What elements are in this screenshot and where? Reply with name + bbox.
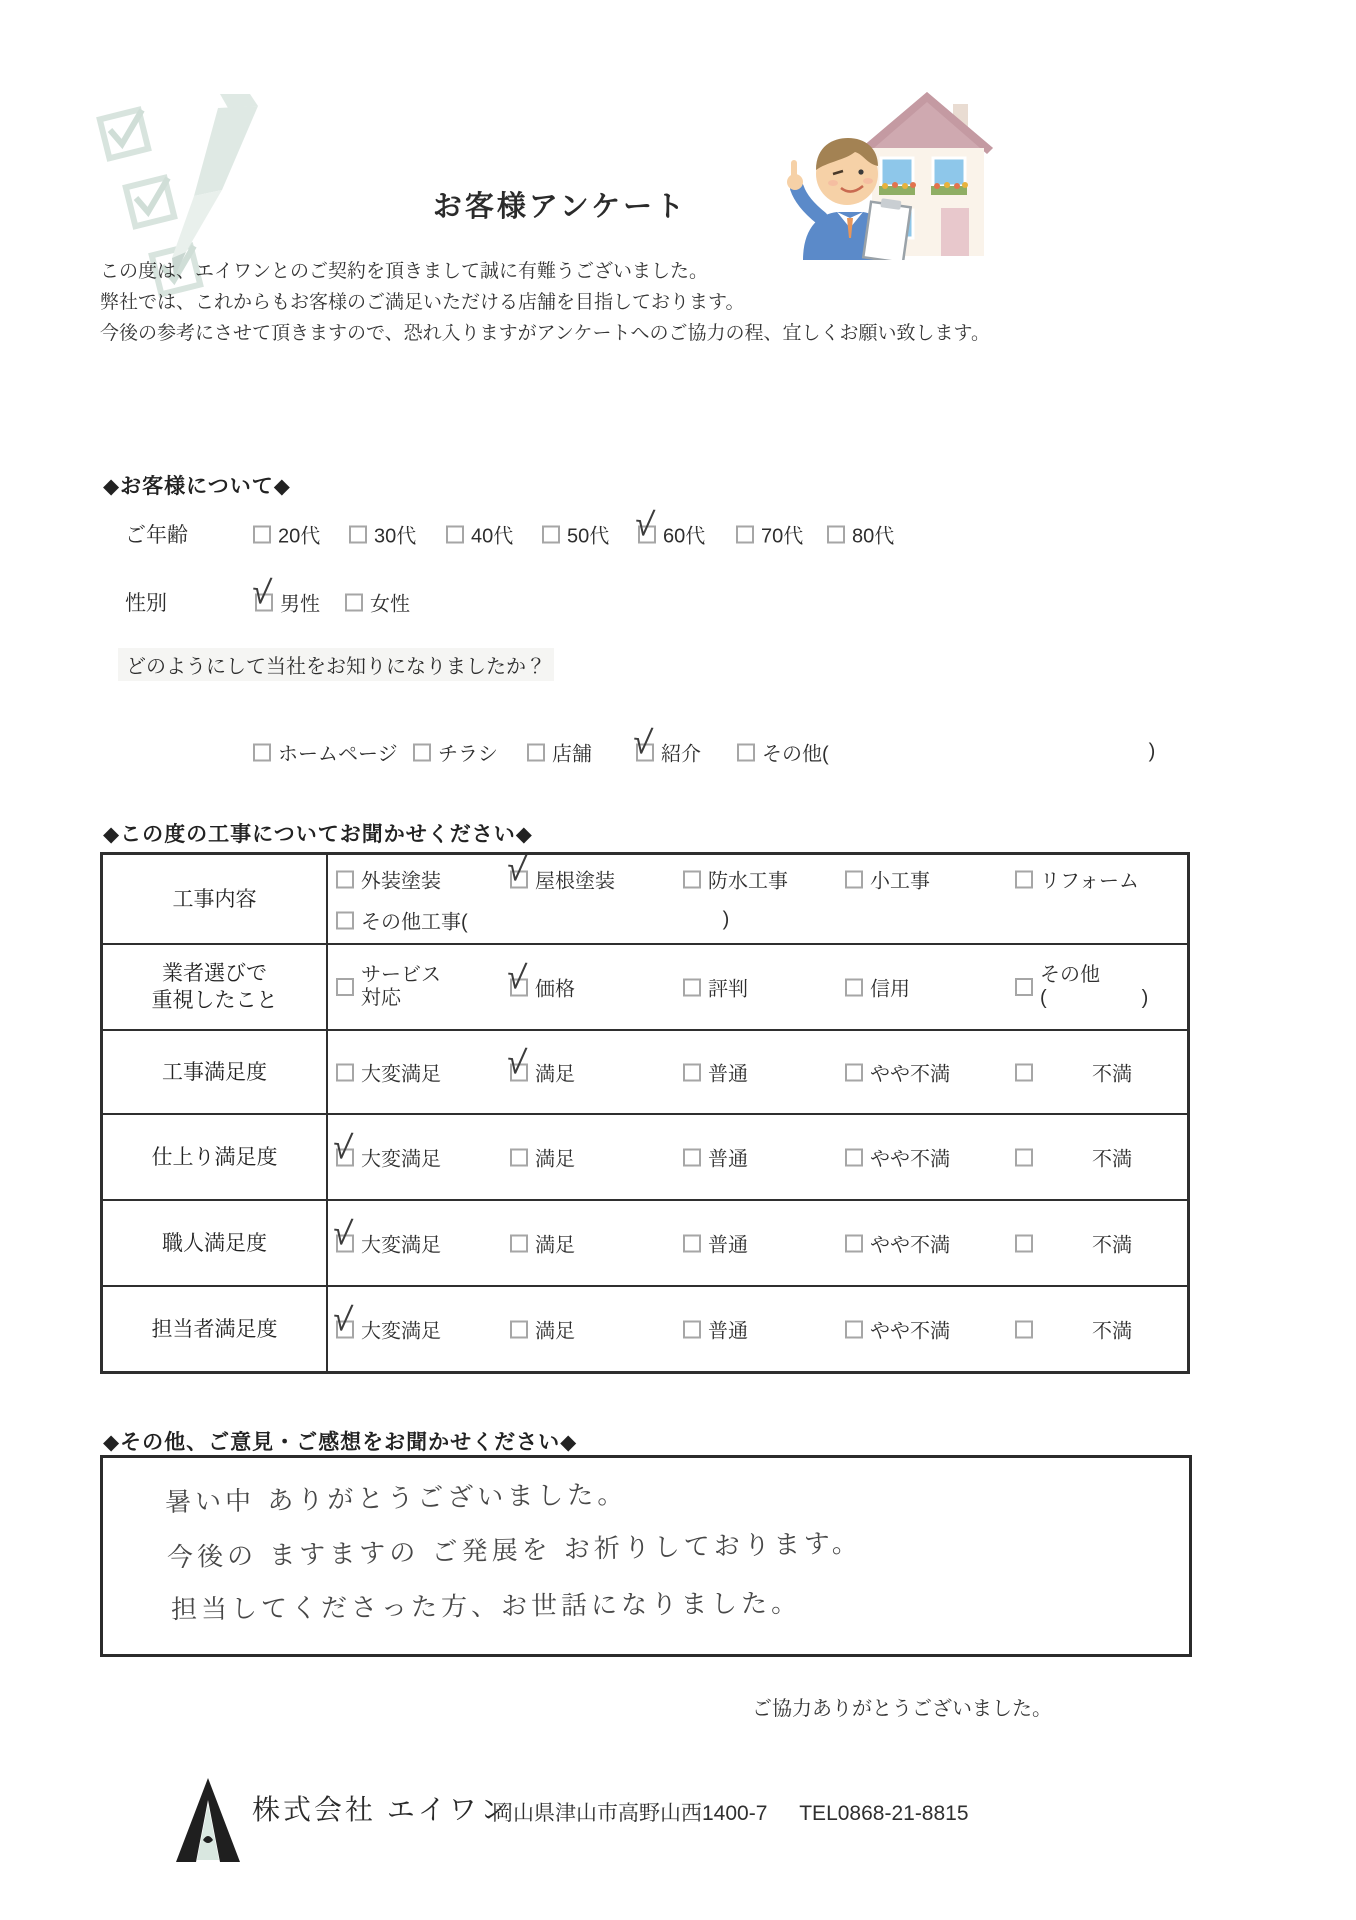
page-title: お客様アンケート xyxy=(432,191,688,223)
checkbox[interactable] xyxy=(683,870,701,888)
check-mark-icon: √ xyxy=(330,1299,354,1339)
checkbox[interactable] xyxy=(1015,1148,1033,1166)
checkbox[interactable] xyxy=(542,525,560,543)
checkbox[interactable] xyxy=(446,525,464,543)
option-label: やや不満 xyxy=(870,1148,950,1171)
source-option-referral[interactable] xyxy=(630,722,701,767)
satisfaction-option-normal[interactable] xyxy=(683,1315,748,1344)
satisfaction-option-satisfied[interactable] xyxy=(504,1042,575,1087)
option-label: サービス xyxy=(361,964,441,986)
option-label: 70代 xyxy=(761,525,804,548)
table-row-selection-reason xyxy=(103,943,1187,1029)
checkbox[interactable] xyxy=(683,1320,701,1338)
satisfaction-option-somewhat-dissatisfied[interactable] xyxy=(845,1229,950,1258)
checkbox[interactable] xyxy=(336,1063,354,1081)
checkbox[interactable] xyxy=(1015,978,1033,996)
table-row-label: 工事内容 xyxy=(103,855,328,943)
option-label: 60代 xyxy=(663,525,706,548)
source-option-store[interactable] xyxy=(527,738,592,767)
checkbox[interactable] xyxy=(336,870,354,888)
satisfaction-option-somewhat-dissatisfied[interactable] xyxy=(845,1058,950,1087)
option-label: 価格 xyxy=(535,978,575,1001)
option-label: その他( xyxy=(762,743,829,766)
option-label: 不満 xyxy=(1092,1234,1132,1257)
checkbox[interactable] xyxy=(1015,1063,1033,1081)
option-label: 対応 xyxy=(361,987,401,1009)
handwritten-comment-line: 担当してくださった方、お世話になりました。 xyxy=(170,1588,802,1626)
check-mark-icon: √ xyxy=(504,1042,528,1082)
checkbox[interactable] xyxy=(630,722,654,762)
checkbox[interactable] xyxy=(330,1127,354,1167)
table-row-label: 担当者満足度 xyxy=(103,1287,328,1371)
intro-text xyxy=(100,256,990,349)
table-row-work-type xyxy=(103,849,1187,943)
satisfaction-option-normal[interactable] xyxy=(683,1143,748,1172)
table-row-options xyxy=(328,945,1187,1029)
option-label: 40代 xyxy=(471,525,514,548)
checkbox[interactable] xyxy=(345,593,363,611)
option-label: 店舗 xyxy=(552,743,592,766)
check-mark-icon: √ xyxy=(504,957,528,997)
checkbox[interactable] xyxy=(504,1042,528,1082)
source-question: どのようにして当社をお知りになりましたか？ xyxy=(118,648,554,681)
option-label: ホームページ xyxy=(278,743,398,766)
option-label: 30代 xyxy=(374,525,417,548)
option-label: 満足 xyxy=(535,1234,575,1257)
table-row-options xyxy=(328,849,1187,943)
checkbox[interactable] xyxy=(1015,1234,1033,1252)
check-mark-icon: √ xyxy=(630,722,654,762)
section-heading-work: ◆この度の工事についてお聞かせください◆ xyxy=(103,823,533,846)
checkbox[interactable] xyxy=(249,572,273,612)
checkbox[interactable] xyxy=(510,1234,528,1252)
option-label: 信用 xyxy=(870,978,910,1001)
check-mark-icon: √ xyxy=(632,504,656,544)
option-label: チラシ xyxy=(438,743,498,766)
option-label: 男性 xyxy=(280,593,320,616)
table-row-label: 工事満足度 xyxy=(103,1031,328,1113)
option-label: 大変満足 xyxy=(361,1320,441,1343)
table-row-craftsman-satisfaction xyxy=(103,1199,1187,1285)
option-label: その他工事( xyxy=(361,911,468,934)
checkbox[interactable] xyxy=(330,1213,354,1253)
source-row xyxy=(100,722,1250,770)
thanks-text: ご協力ありがとうございました。 xyxy=(752,1698,1052,1720)
source-option-flyer[interactable] xyxy=(413,738,498,767)
option-label: 大変満足 xyxy=(361,1063,441,1086)
checkbox[interactable] xyxy=(845,978,863,996)
option-label: 満足 xyxy=(535,1063,575,1086)
option-label: やや不満 xyxy=(870,1234,950,1257)
fill-in-blank[interactable] xyxy=(1047,998,1142,999)
work-table xyxy=(100,849,1190,1374)
checkbox[interactable] xyxy=(845,1148,863,1166)
checkbox[interactable] xyxy=(845,1234,863,1252)
checkbox[interactable] xyxy=(737,743,755,761)
table-row-staff-satisfaction xyxy=(103,1285,1187,1371)
check-mark-icon: √ xyxy=(249,572,273,612)
reason-option-price[interactable] xyxy=(504,957,575,1002)
age-option-20s[interactable] xyxy=(253,520,320,549)
fill-in-blank[interactable] xyxy=(468,920,723,921)
company-name: 株式会社 エイワン xyxy=(252,1794,511,1825)
age-row xyxy=(100,504,1250,552)
age-option-30s[interactable] xyxy=(349,520,416,549)
handwritten-comment-line: 今後の ますますの ご発展を お祈りしております。 xyxy=(166,1528,863,1574)
comments-box[interactable] xyxy=(100,1455,1192,1657)
age-option-40s[interactable] xyxy=(446,520,513,549)
checkbox[interactable] xyxy=(845,1063,863,1081)
intro-line: 今後の参考にさせて頂きますので、恐れ入りますがアンケートへのご協力の程、宜しくお願い致します。 xyxy=(100,323,990,344)
check-mark-icon: √ xyxy=(330,1127,354,1167)
checkbox[interactable] xyxy=(510,1320,528,1338)
work-option-roof-paint[interactable] xyxy=(504,849,615,894)
intro-line: 弊社では、これからもお客様のご満足いただける店舗を目指しております。 xyxy=(100,292,745,313)
checkbox[interactable] xyxy=(253,525,271,543)
checkbox[interactable] xyxy=(413,743,431,761)
work-option-other[interactable] xyxy=(336,906,729,935)
age-label: ご年齢 xyxy=(125,524,188,547)
section-heading-customer: ◆お客様について◆ xyxy=(103,475,291,498)
checkbox[interactable] xyxy=(845,1320,863,1338)
checkbox[interactable] xyxy=(845,870,863,888)
option-label: 普通 xyxy=(708,1234,748,1257)
option-label: 不満 xyxy=(1092,1320,1132,1343)
option-label: 大変満足 xyxy=(361,1234,441,1257)
satisfaction-option-satisfied[interactable] xyxy=(510,1229,575,1258)
work-option-exterior-paint[interactable] xyxy=(336,865,441,894)
age-option-60s[interactable] xyxy=(632,504,706,549)
option-label: その他 xyxy=(1040,964,1100,986)
table-row-label: 仕上り満足度 xyxy=(103,1115,328,1199)
age-option-70s[interactable] xyxy=(736,520,803,549)
option-label-suffix: ) xyxy=(722,908,730,931)
satisfaction-option-dissatisfied[interactable] xyxy=(1015,1229,1132,1258)
table-row-options xyxy=(328,1115,1187,1199)
staff-house-illustration xyxy=(775,82,1000,265)
option-label: 大変満足 xyxy=(361,1148,441,1171)
option-label-suffix: ) xyxy=(1148,740,1156,763)
satisfaction-option-very-satisfied[interactable] xyxy=(330,1213,441,1258)
gender-label: 性別 xyxy=(125,592,167,615)
satisfaction-option-normal[interactable] xyxy=(683,1229,748,1258)
option-label: 屋根塗装 xyxy=(535,870,615,893)
option-label: 20代 xyxy=(278,525,321,548)
checkbox[interactable] xyxy=(336,911,354,929)
check-mark-icon: √ xyxy=(330,1213,354,1253)
option-label: 不満 xyxy=(1092,1063,1132,1086)
checkbox[interactable] xyxy=(683,1148,701,1166)
checkbox[interactable] xyxy=(504,849,528,889)
work-option-waterproof[interactable] xyxy=(683,865,788,894)
table-row-options xyxy=(328,1201,1187,1285)
option-label: 女性 xyxy=(370,593,410,616)
table-row-label: 職人満足度 xyxy=(103,1201,328,1285)
section-heading-comments: ◆その他、ご意見・ご感想をお聞かせください◆ xyxy=(103,1431,578,1454)
table-row-label: 業者選びで 重視したこと xyxy=(103,945,328,1029)
handwritten-comment-line: 暑い中 ありがとうございました。 xyxy=(164,1479,628,1519)
age-option-80s[interactable] xyxy=(827,520,894,549)
option-label: 満足 xyxy=(535,1148,575,1171)
age-option-50s[interactable] xyxy=(542,520,609,549)
option-label: 評判 xyxy=(708,978,748,1001)
gender-option-male[interactable] xyxy=(249,572,320,617)
intro-line: この度は、エイワンとのご契約を頂きまして誠に有難うございました。 xyxy=(100,261,709,282)
checkbox[interactable] xyxy=(504,957,528,997)
address-text: 岡山県津山市高野山西1400-7 xyxy=(492,1802,768,1825)
satisfaction-option-dissatisfied[interactable] xyxy=(1015,1143,1132,1172)
option-label: 80代 xyxy=(852,525,895,548)
fill-in-blank[interactable] xyxy=(829,752,1149,753)
satisfaction-option-dissatisfied[interactable] xyxy=(1015,1058,1132,1087)
company-address xyxy=(492,1797,969,1827)
option-label: 普通 xyxy=(708,1148,748,1171)
table-row-work-satisfaction xyxy=(103,1029,1187,1113)
company-logo-icon xyxy=(176,1778,240,1867)
option-label: 防水工事 xyxy=(708,870,788,893)
checkbox[interactable] xyxy=(349,525,367,543)
option-label: ) xyxy=(1141,987,1149,1009)
checkbox[interactable] xyxy=(632,504,656,544)
checkbox[interactable] xyxy=(253,743,271,761)
satisfaction-option-normal[interactable] xyxy=(683,1058,748,1087)
checkbox[interactable] xyxy=(527,743,545,761)
phone-number: TEL0868-21-8815 xyxy=(799,1802,969,1825)
reason-option-service[interactable] xyxy=(336,964,441,1010)
source-option-other[interactable] xyxy=(737,738,1155,767)
option-label: リフォーム xyxy=(1040,870,1139,893)
checkbox[interactable] xyxy=(683,1063,701,1081)
satisfaction-option-somewhat-dissatisfied[interactable] xyxy=(845,1143,950,1172)
check-mark-icon: √ xyxy=(504,849,528,889)
work-option-small-work[interactable] xyxy=(845,865,930,894)
checkbox[interactable] xyxy=(330,1299,354,1339)
checkbox[interactable] xyxy=(827,525,845,543)
option-label: 満足 xyxy=(535,1320,575,1343)
option-label: 普通 xyxy=(708,1063,748,1086)
option-label: 外装塗装 xyxy=(361,870,441,893)
checkbox[interactable] xyxy=(336,978,354,996)
checkbox[interactable] xyxy=(1015,870,1033,888)
option-label: やや不満 xyxy=(870,1063,950,1086)
checkbox[interactable] xyxy=(683,978,701,996)
satisfaction-option-satisfied[interactable] xyxy=(510,1143,575,1172)
gender-option-female[interactable] xyxy=(345,588,410,617)
checkbox[interactable] xyxy=(736,525,754,543)
option-label: 小工事 xyxy=(870,870,930,893)
satisfaction-option-very-satisfied[interactable] xyxy=(336,1058,441,1087)
option-label: 紹介 xyxy=(661,743,701,766)
reason-option-trust[interactable] xyxy=(845,973,910,1002)
option-label: やや不満 xyxy=(870,1320,950,1343)
satisfaction-option-satisfied[interactable] xyxy=(510,1315,575,1344)
reason-option-reputation[interactable] xyxy=(683,973,748,1002)
satisfaction-option-dissatisfied[interactable] xyxy=(1015,1315,1132,1344)
reason-option-other[interactable] xyxy=(1015,964,1148,1010)
option-label: 不満 xyxy=(1092,1148,1132,1171)
gender-row xyxy=(100,572,1250,620)
option-label: ( xyxy=(1040,987,1047,1009)
source-option-homepage[interactable] xyxy=(253,738,398,767)
option-label: 50代 xyxy=(567,525,610,548)
option-label: 普通 xyxy=(708,1320,748,1343)
table-row-options xyxy=(328,1031,1187,1113)
table-row-options xyxy=(328,1287,1187,1371)
checkbox[interactable] xyxy=(683,1234,701,1252)
checkbox[interactable] xyxy=(1015,1320,1033,1338)
table-row-finish-satisfaction xyxy=(103,1113,1187,1199)
satisfaction-option-somewhat-dissatisfied[interactable] xyxy=(845,1315,950,1344)
satisfaction-option-very-satisfied[interactable] xyxy=(330,1299,441,1344)
checkbox[interactable] xyxy=(510,1148,528,1166)
work-option-reform[interactable] xyxy=(1015,865,1139,894)
satisfaction-option-very-satisfied[interactable] xyxy=(330,1127,441,1172)
